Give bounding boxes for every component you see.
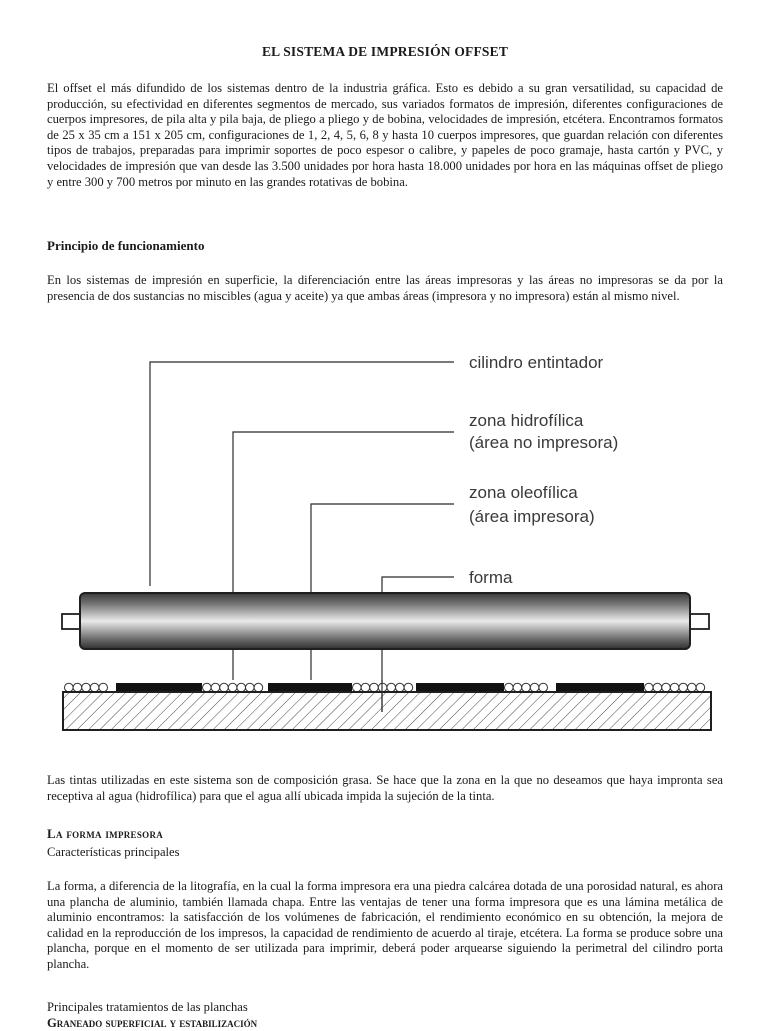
leader-cilindro — [150, 362, 454, 586]
water-droplet — [353, 683, 362, 692]
water-droplet — [696, 683, 705, 692]
water-droplet — [370, 683, 379, 692]
water-droplet — [670, 683, 679, 692]
principio-paragraph: En los sistemas de impresión en superficie, la diferenciación entre las áreas impresoras y las áreas no impresoras se da por la presencia de dos sustancias no miscibles (agua y aceite) ya que ambas áreas (impresora y no impresora) están al mismo nivel. — [47, 273, 723, 303]
water-droplet — [254, 683, 263, 692]
water-droplet — [361, 683, 370, 692]
forma-paragraph: La forma, a diferencia de la litografía, en la cual la forma impresora era una piedra calcárea dotada de una porosidad natural, es ahora una plancha de aluminio, también llamada chapa. Entre las ventajas de tener una forma impresora que es una lámina metálica de aluminio encontramos: la satisfacción de los volúmenes de fabricación, el rendimiento económico en su obtención, la mejora de calidad en la reproducción de los impresos, la capacidad de rendimiento de acuerdo al tiraje, etcétera. La forma se produce sobre una plancha, porque en el momento de ser utilizada para imprimir, deberá poder arquearse siguiendo la perimetral del cilindro porta plancha. — [47, 879, 723, 971]
water-droplet — [73, 683, 82, 692]
water-droplet — [653, 683, 662, 692]
label-area-impresora: (área impresora) — [469, 507, 595, 526]
section-heading-principio: Principio de funcionamiento — [47, 238, 205, 253]
intro-paragraph: El offset el más difundido de los sistemas dentro de la industria gráfica. Esto es debido a su gran versatilidad, su capacidad de producción, su efectividad en diferentes segmentos de mercado, sus variados formatos de impresión, diferentes configuraciones de cuerpos impresores, de pila alta y pila baja, de pliego a pliego y de bobina, velocidades de impresión, etcétera. Encontramos formatos de 25 x 35 cm a 151 x 205 cm, configuraciones de 1, 2, 4, 5, 6, 8 y hasta 10 cuerpos impresores, que guardan relación con diferentes tipos de trabajos, preparadas para imprimir soportes de poco espesor o calibre, y papeles de poco gramaje, hasta cartón y PVC, y velocidades de impresión que van desde las 3.500 unidades por hora hasta 18.000 unidades por hora en las máquinas offset de pliego y entre 300 y 700 metros por minuto en las grandes rotativas de bobina. — [47, 81, 723, 189]
inking-cylinder — [62, 593, 709, 649]
water-droplet — [679, 683, 688, 692]
printing-plate — [63, 692, 711, 730]
section-subheading-caracteristicas: Características principales — [47, 845, 180, 859]
water-droplet — [220, 683, 229, 692]
water-droplet — [378, 683, 387, 692]
water-droplet — [688, 683, 697, 692]
leader-lines — [150, 362, 454, 712]
water-droplet — [237, 683, 246, 692]
label-area-no-impresora: (área no impresora) — [469, 433, 619, 452]
cylinder-body — [80, 593, 690, 649]
water-droplet — [539, 683, 548, 692]
water-droplet — [65, 683, 74, 692]
water-droplet — [228, 683, 237, 692]
water-droplet — [246, 683, 255, 692]
water-droplet — [203, 683, 212, 692]
cylinder-right-axle — [689, 614, 709, 629]
water-droplet — [645, 683, 654, 692]
label-cilindro-entintador: cilindro entintador — [469, 353, 604, 372]
offset-diagram — [14, 340, 744, 750]
water-droplet — [513, 683, 522, 692]
oleophilic-zone — [556, 683, 644, 692]
water-droplet — [404, 683, 413, 692]
water-droplet — [90, 683, 99, 692]
water-droplet — [505, 683, 514, 692]
water-droplet — [99, 683, 108, 692]
water-droplet — [211, 683, 220, 692]
document-title: EL SISTEMA DE IMPRESIÓN OFFSET — [261, 44, 509, 59]
oleophilic-zone — [268, 683, 352, 692]
water-droplet — [396, 683, 405, 692]
label-forma: forma — [469, 568, 513, 587]
water-droplet — [522, 683, 531, 692]
water-droplet — [662, 683, 671, 692]
oleophilic-zone — [416, 683, 504, 692]
cut-off-heading: Graneado superficial y estabilización — [47, 1016, 258, 1030]
water-droplet — [82, 683, 91, 692]
plate-body — [63, 692, 711, 730]
oleophilic-zone — [116, 683, 202, 692]
section-heading-forma-impresora: La forma impresora — [47, 826, 164, 841]
tratamientos-line: Principales tratamientos de las planchas — [47, 1000, 248, 1014]
tintas-paragraph: Las tintas utilizadas en este sistema son de composición grasa. Se hace que la zona en la que no deseamos que haya impronta sea receptiva al agua (hidrofílica) para que el agua allí ubicada impida la sujeción de la tinta. — [47, 773, 723, 803]
label-zona-oleofilica: zona oleofílica — [469, 483, 578, 502]
water-droplet — [387, 683, 396, 692]
water-droplet — [530, 683, 539, 692]
label-zona-hidrofilica: zona hidrofílica — [469, 411, 584, 430]
